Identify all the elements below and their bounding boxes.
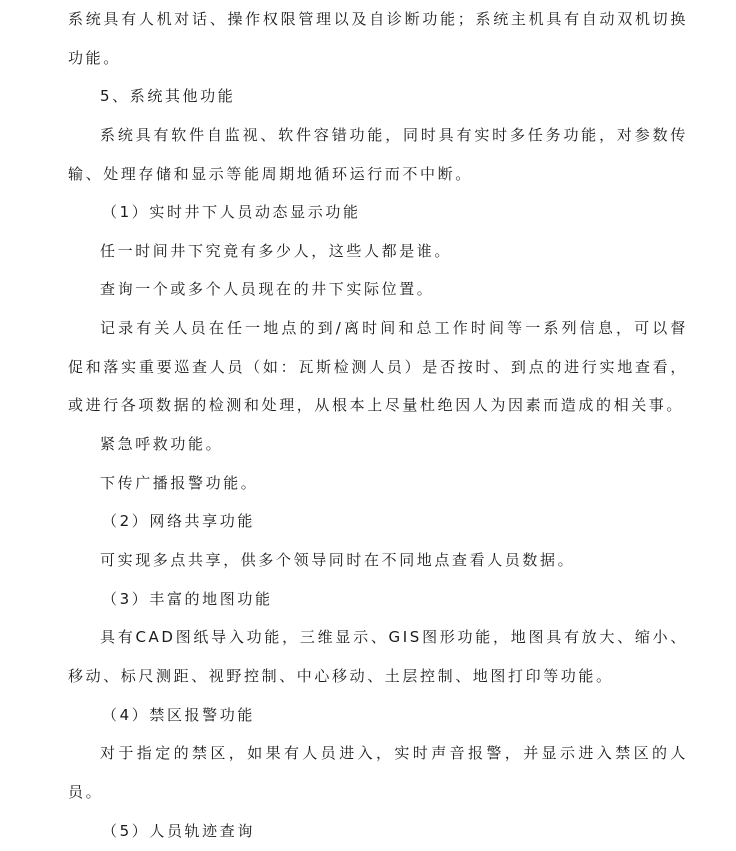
paragraph — [68, 734, 688, 811]
paragraph-continued — [68, 0, 688, 77]
subheading — [68, 580, 688, 619]
paragraph — [68, 309, 688, 425]
body-text: 具有CAD图纸导入功能，三维显示、GIS图形功能，地图具有放大、缩小、移动、标尺测距、视野控制、中心移动、土层控制、地图打印等功能。 — [68, 628, 688, 685]
subheading — [68, 812, 688, 851]
section-heading — [68, 77, 688, 116]
subheading-text: （2）网络共享功能 — [102, 512, 255, 530]
paragraph — [68, 541, 688, 580]
body-text: 系统具有人机对话、操作权限管理以及自诊断功能；系统主机具有自动双机切换功能。 — [68, 10, 688, 67]
subheading — [68, 193, 688, 232]
subheading — [68, 696, 688, 735]
body-text: 紧急呼救功能。 — [100, 435, 224, 453]
body-text: 查询一个或多个人员现在的井下实际位置。 — [100, 280, 435, 298]
subheading-text: （5）人员轨迹查询 — [102, 822, 255, 840]
subheading-text: （1）实时井下人员动态显示功能 — [102, 203, 361, 221]
body-text: 记录有关人员在任一地点的到/离时间和总工作时间等一系列信息，可以督促和落实重要巡查人员（如：瓦斯检测人员）是否按时、到点的进行实地查看，或进行各项数据的检测和处理，从根本上尽量杜绝因人为因素而造成的相关事。 — [68, 319, 688, 415]
subheading-text: （3）丰富的地图功能 — [102, 590, 273, 608]
section-heading-text: 5、系统其他功能 — [100, 87, 236, 105]
paragraph — [68, 116, 688, 193]
subheading — [68, 502, 688, 541]
body-text: 系统具有软件自监视、软件容错功能，同时具有实时多任务功能，对参数传输、处理存储和显示等能周期地循环运行而不中断。 — [68, 126, 688, 183]
paragraph — [68, 464, 688, 503]
body-text: 对于指定的禁区，如果有人员进入，实时声音报警，并显示进入禁区的人员。 — [68, 744, 688, 801]
body-text: 下传广播报警功能。 — [100, 474, 259, 492]
paragraph — [68, 425, 688, 464]
subheading-text: （4）禁区报警功能 — [102, 706, 255, 724]
body-text: 任一时间井下究竟有多少人，这些人都是谁。 — [100, 242, 453, 260]
paragraph — [68, 270, 688, 309]
paragraph — [68, 618, 688, 695]
paragraph — [68, 232, 688, 271]
body-text: 可实现多点共享，供多个领导同时在不同地点查看人员数据。 — [100, 551, 576, 569]
